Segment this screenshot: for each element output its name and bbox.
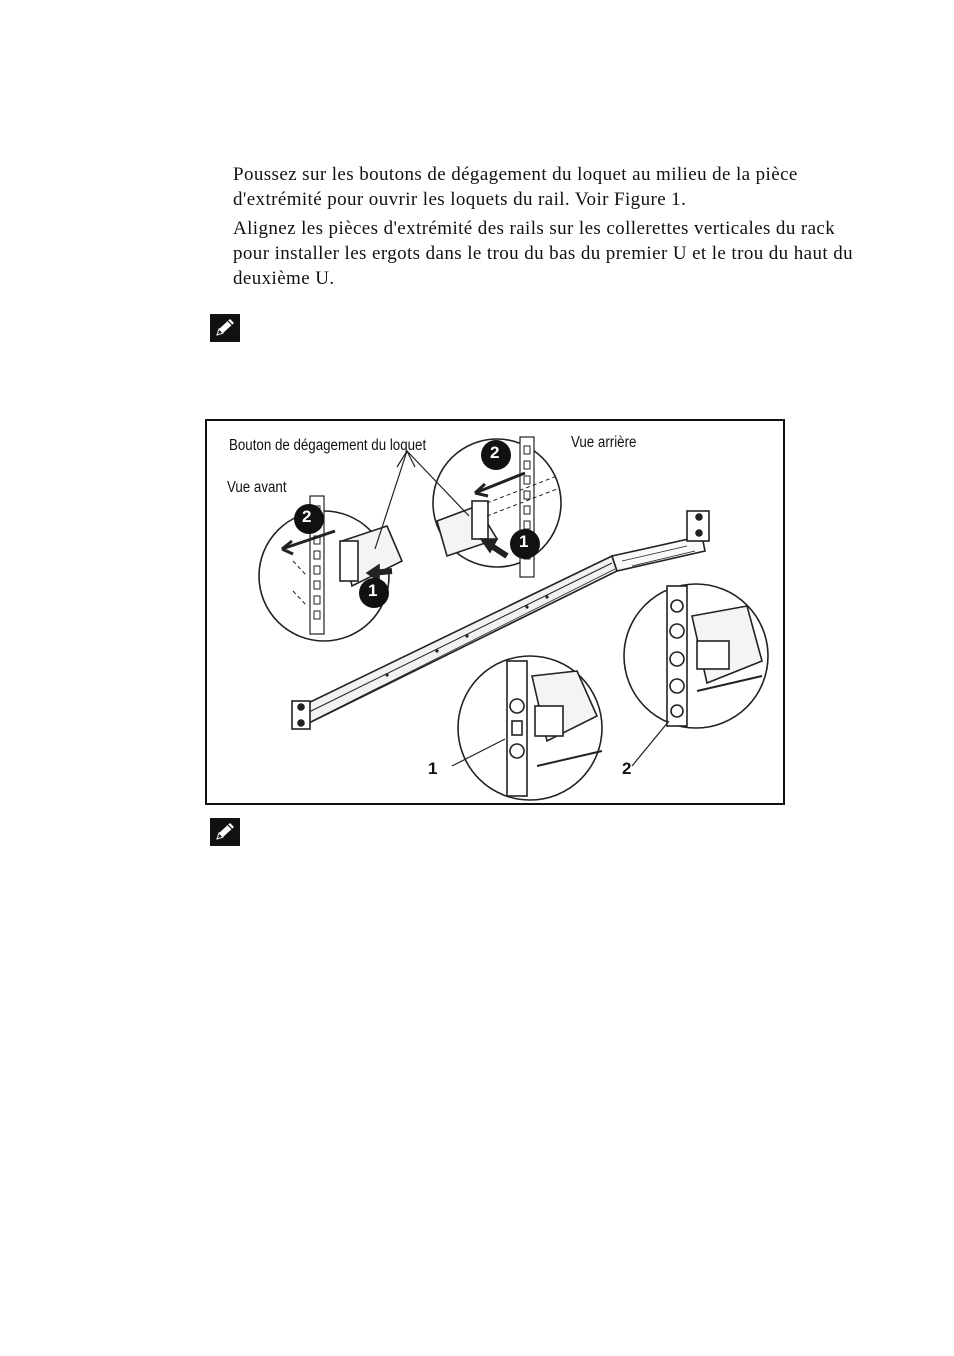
note-pencil-icon bbox=[210, 314, 240, 342]
step-marker-1-front: 1 bbox=[368, 581, 378, 600]
step-marker-1-rear: 1 bbox=[519, 532, 529, 551]
label-release-button: Bouton de dégagement du loquet bbox=[229, 437, 427, 454]
step-marker-2-rear: 2 bbox=[490, 443, 500, 462]
rail-illustration bbox=[207, 421, 787, 807]
step-marker-2-front: 2 bbox=[302, 507, 312, 526]
rail-installation-figure bbox=[205, 419, 785, 805]
instruction-steps bbox=[233, 162, 853, 295]
callout-1: 1 bbox=[428, 759, 438, 778]
step-align-rails: Alignez les pièces d'extrémité des rails sur les collerettes verticales du rack pour installer les ergots dans le trou du bas du premier U et le trou du haut du deuxième U. bbox=[233, 218, 853, 289]
label-rear-view: Vue arrière bbox=[571, 434, 637, 451]
label-front-view: Vue avant bbox=[227, 479, 287, 496]
step-release-latch: Poussez sur les boutons de dégagement du loquet au milieu de la pièce d'extrémité pour ouvrir les loquets du rail. Voir Figure 1. bbox=[233, 164, 798, 210]
callout-2: 2 bbox=[622, 759, 632, 778]
note-pencil-icon bbox=[210, 818, 240, 846]
